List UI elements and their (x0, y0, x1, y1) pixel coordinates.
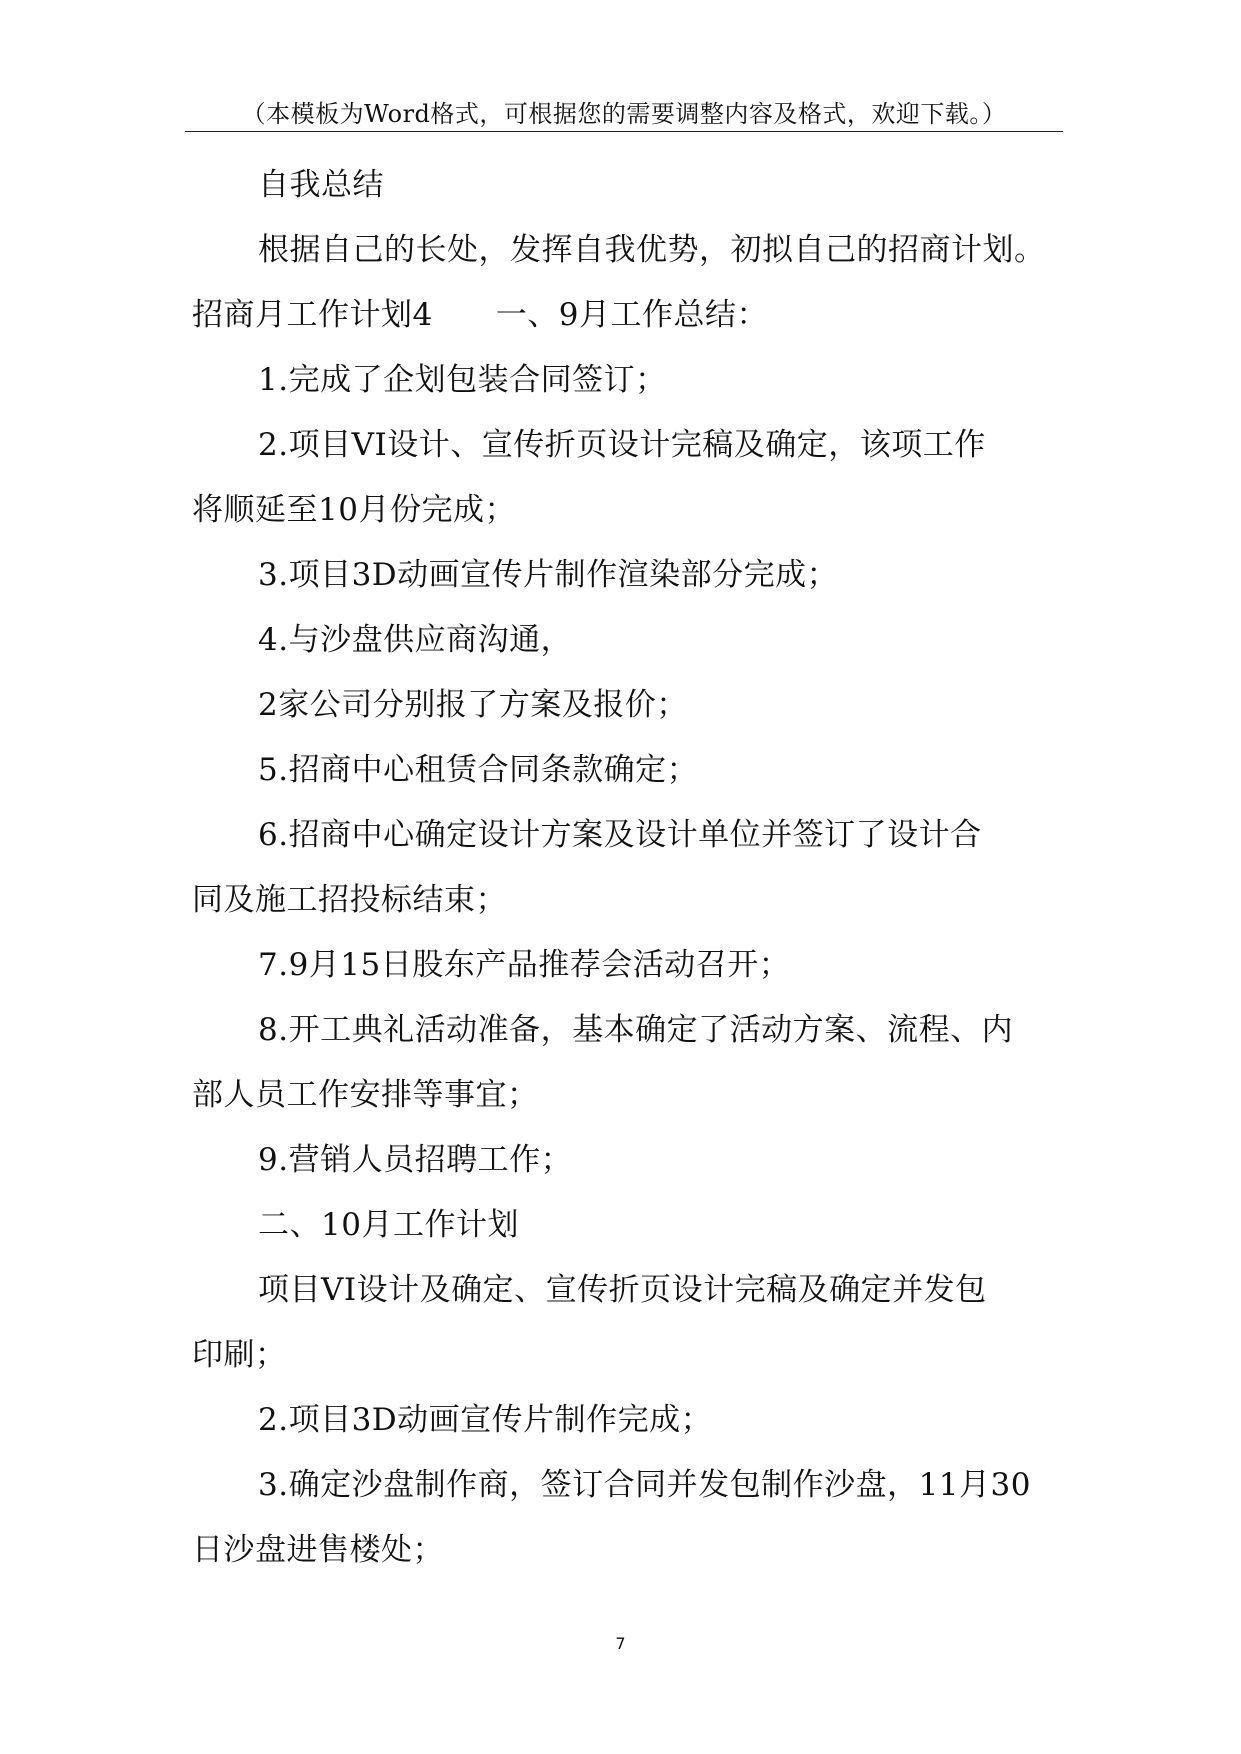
paragraph: 项目VI设计及确定、宣传折页设计完稿及确定并发包 (258, 1272, 987, 1308)
list-item: 2.项目3D动画宣传片制作完成； (258, 1402, 713, 1438)
list-item: 6.招商中心确定设计方案及设计单位并签订了设计合 (258, 817, 982, 853)
paragraph: 2家公司分别报了方案及报价； (258, 687, 688, 723)
list-item: 1.完成了企划包装合同签订； (258, 362, 667, 398)
list-item-continuation: 将顺延至10月份完成； (192, 492, 516, 528)
paragraph-continuation: 印刷； (192, 1337, 287, 1373)
section-heading: 自我总结 (258, 167, 384, 203)
template-notice: （本模板为Word格式，可根据您的需要调整内容及格式，欢迎下载。） (241, 100, 1007, 128)
list-item: 3.确定沙盘制作商，签订合同并发包制作沙盘，11月30 (258, 1467, 1031, 1503)
paragraph: 根据自己的长处，发挥自我优势，初拟自己的招商计划。 (258, 232, 1046, 268)
section-heading: 二、10月工作计划 (258, 1207, 519, 1243)
list-item: 2.项目VI设计、宣传折页设计完稿及确定，该项工作 (258, 427, 986, 463)
list-item: 7.9月15日股东产品推荐会活动召开； (258, 947, 791, 983)
list-item: 4.与沙盘供应商沟通， (258, 622, 573, 658)
page-number: 7 (615, 1634, 626, 1653)
list-item: 9.营销人员招聘工作； (258, 1142, 573, 1178)
list-item: 3.项目3D动画宣传片制作渲染部分完成； (258, 557, 839, 593)
document-body (192, 153, 1072, 1583)
header-divider (185, 131, 1063, 132)
paragraph: 招商月工作计划4 一、9月工作总结： (192, 297, 768, 333)
list-item-continuation: 日沙盘进售楼处； (192, 1532, 444, 1568)
list-item: 5.招商中心租赁合同条款确定； (258, 752, 699, 788)
list-item-continuation: 部人员工作安排等事宜； (192, 1077, 539, 1113)
list-item-continuation: 同及施工招投标结束； (192, 882, 507, 918)
list-item: 8.开工典礼活动准备，基本确定了活动方案、流程、内 (258, 1012, 1014, 1048)
